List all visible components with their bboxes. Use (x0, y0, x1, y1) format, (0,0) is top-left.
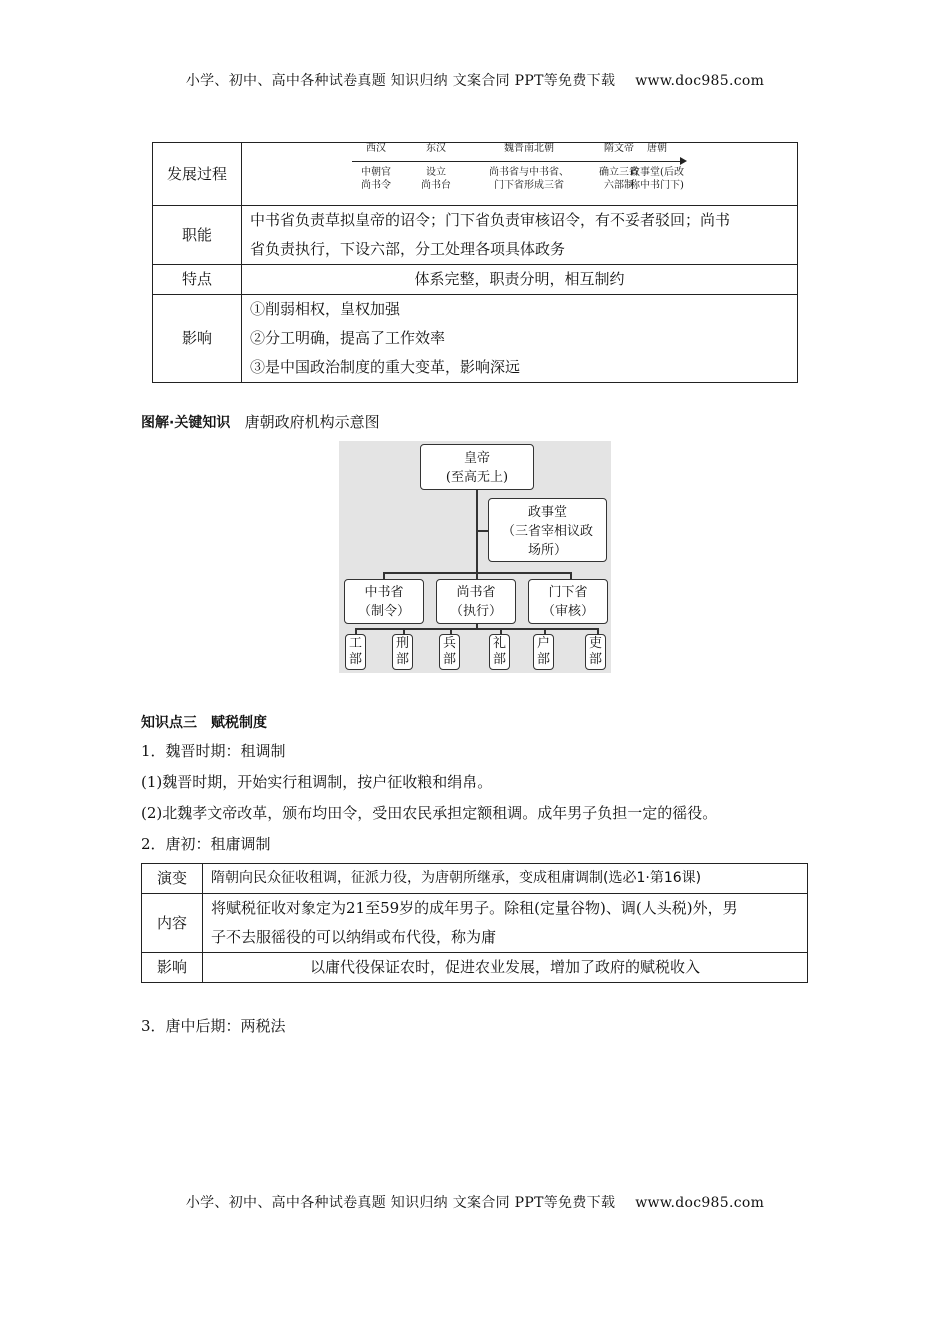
content-label: 内容 (142, 894, 203, 953)
ministry-char: 工 (348, 636, 362, 651)
section-heading-text: 知识点三 赋税制度 (141, 715, 267, 731)
timeline-desc: 称中书门下) (630, 180, 684, 191)
ministry-char: 刑 (395, 636, 409, 651)
timeline-era: 东汉 (426, 143, 446, 154)
evolution-label: 演变 (142, 864, 203, 894)
ministry-box (392, 634, 413, 670)
timeline-desc: 尚书省与中书省、 (489, 167, 569, 178)
footer-url[interactable]: www.doc985.com (635, 1195, 765, 1211)
ministry-box (533, 634, 554, 670)
paragraph-1: (1)魏晋时期，开始实行租调制，按户征收粮和绢帛。 (141, 773, 493, 791)
item3-heading: 3．唐中后期：两税法 (141, 1017, 286, 1035)
ministry-char: 部 (442, 652, 456, 667)
department-box (436, 579, 516, 624)
content-cell (203, 894, 808, 953)
council-note: 场所） (527, 543, 567, 558)
department-role: （制令） (357, 604, 410, 619)
feature-label: 特点 (153, 265, 242, 295)
impact-item: ③是中国政治制度的重大变革，影响深远 (250, 358, 521, 376)
timeline-desc: 六部制 (604, 180, 634, 191)
impact2-label: 影响 (142, 953, 203, 983)
department-box (344, 579, 424, 624)
tax-system-table (141, 863, 808, 983)
function-cell (242, 206, 798, 265)
timeline-era: 魏晋南北朝 (504, 143, 554, 154)
timeline-era: 唐朝 (647, 143, 667, 154)
timeline-era: 西汉 (366, 143, 386, 154)
page-footer (0, 1192, 950, 1212)
council-box (488, 498, 607, 562)
development-timeline (242, 143, 797, 205)
footer-text: 小学、初中、高中各种试卷真题 知识归纳 文案合同 PPT等免费下载 (185, 1195, 616, 1211)
timeline-desc: 中朝官 (361, 167, 391, 178)
connector-line (383, 572, 385, 579)
ministry-box (489, 634, 510, 670)
council-note: （三省宰相议政 (501, 524, 593, 539)
timeline-event (489, 143, 569, 192)
ministry-box (439, 634, 460, 670)
content-text: 子不去服徭役的可以纳绢或布代役，称为庸 (211, 928, 497, 946)
section-heading (141, 712, 267, 732)
feature-cell: 体系完整，职责分明，相互制约 (242, 265, 798, 295)
evolution-cell: 隋朝向民众征收租调，征派力役，为唐朝所继承，变成租庸调制(选必1·第16课) (203, 864, 808, 894)
emperor-name: 皇帝 (463, 451, 490, 466)
page-header (0, 70, 950, 90)
impact2-cell: 以庸代役保证农时，促进农业发展，增加了政府的赋税收入 (203, 953, 808, 983)
emperor-box (420, 444, 534, 490)
content-text: 将赋税征收对象定为21至59岁的成年男子。除租(定量谷物)、调(人头税)外，男 (211, 899, 738, 917)
ministry-char: 部 (536, 652, 550, 667)
emperor-note: (至高无上) (445, 470, 509, 485)
timeline-cell (242, 143, 798, 206)
development-label: 发展过程 (153, 143, 242, 206)
timeline-event (630, 143, 684, 192)
ministry-char: 部 (588, 652, 602, 667)
diagram-title (141, 411, 380, 432)
connector-line (476, 572, 478, 579)
function-text: 省负责执行，下设六部，分工处理各项具体政务 (250, 240, 566, 258)
impact-label: 影响 (153, 295, 242, 383)
timeline-event (421, 143, 451, 192)
impact-item: ①削弱相权，皇权加强 (250, 300, 401, 318)
connector-line (355, 628, 597, 630)
connector-line (476, 530, 488, 532)
three-departments-table (152, 142, 798, 383)
ministry-char: 部 (395, 652, 409, 667)
impact-item: ②分工明确，提高了工作效率 (250, 329, 446, 347)
paragraph-2: (2)北魏孝文帝改革，颁布均田令，受田农民承担定额租调。成年男子负担一定的徭役。 (141, 804, 718, 822)
impact-cell (242, 295, 798, 383)
tang-government-diagram (339, 441, 611, 673)
header-text: 小学、初中、高中各种试卷真题 知识归纳 文案合同 PPT等免费下载 (185, 73, 616, 89)
department-name: 门下省 (548, 585, 588, 600)
ministry-char: 兵 (442, 636, 456, 651)
ministry-char: 户 (536, 636, 550, 651)
header-url[interactable]: www.doc985.com (635, 73, 765, 89)
ministry-char: 礼 (492, 636, 506, 651)
ministry-char: 部 (492, 652, 506, 667)
timeline-era: 隋文帝 (604, 143, 634, 154)
timeline-desc: 门下省形成三省 (494, 180, 564, 191)
department-box (528, 579, 608, 624)
diagram-title-bold: 图解·关键知识 (141, 415, 231, 431)
timeline-event (361, 143, 391, 192)
ministry-char: 吏 (588, 636, 602, 651)
department-role: （审核） (541, 604, 594, 619)
timeline-desc: 尚书台 (421, 180, 451, 191)
ministry-box (585, 634, 606, 670)
function-label: 职能 (153, 206, 242, 265)
council-name: 政事堂 (527, 505, 567, 520)
ministry-box (345, 634, 366, 670)
department-name: 尚书省 (456, 585, 496, 600)
connector-line (570, 572, 572, 579)
timeline-desc: 尚书令 (361, 180, 391, 191)
diagram-title-text: 唐朝政府机构示意图 (244, 413, 380, 431)
ministry-char: 部 (348, 652, 362, 667)
timeline-desc: 政事堂(后改 (630, 167, 684, 178)
function-text: 中书省负责草拟皇帝的诏令；门下省负责审核诏令，有不妥者驳回；尚书 (250, 211, 731, 229)
item2-heading: 2．唐初：租庸调制 (141, 835, 271, 853)
timeline-desc: 设立 (426, 167, 446, 178)
department-role: （执行） (449, 604, 502, 619)
department-name: 中书省 (364, 585, 404, 600)
item1-heading: 1．魏晋时期：租调制 (141, 742, 286, 760)
timeline-desc: 确立三省 (599, 167, 639, 178)
